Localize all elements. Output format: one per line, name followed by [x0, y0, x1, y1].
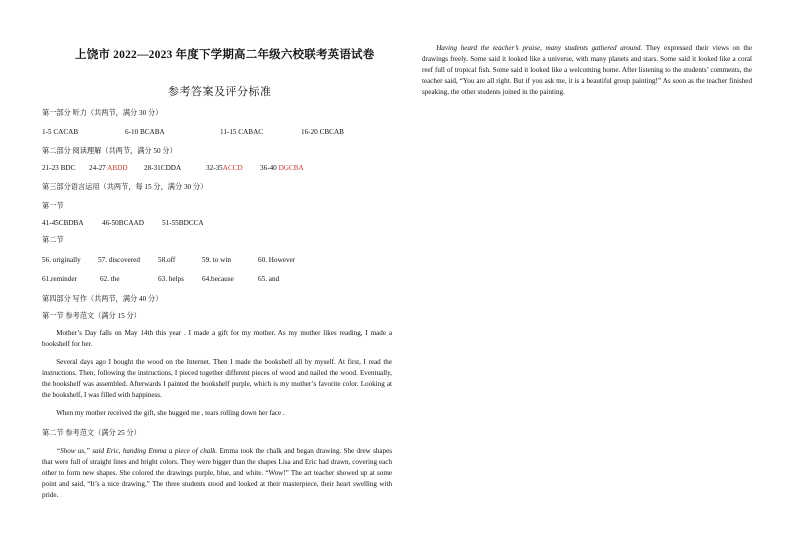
part3-s1-answer-2: 46-50BCAAD: [102, 219, 144, 227]
part3-s2-answer-58: 58.off: [158, 256, 176, 264]
part1-answer-1: 1-5 CACAB: [42, 128, 79, 136]
part3-s1-answer-1: 41-45CBDBA: [42, 219, 84, 227]
part1-heading: 第一部分 听力（共两节，满分 30 分）: [42, 109, 163, 117]
part2-answer-3: 28-31CDDA: [144, 164, 182, 172]
part3-section1-label: 第一节: [42, 202, 64, 210]
part3-s2-answer-62: 62. the: [100, 275, 120, 283]
part2-answer-4: 32-35ACCD: [206, 164, 243, 172]
part2-answer-1: 21-23 BDC: [42, 164, 76, 172]
document-title: 上饶市 2022—2023 年度下学期高二年级六校联考英语试卷: [75, 49, 375, 61]
part3-s2-answer-57: 57. discovered: [98, 256, 140, 264]
part4-heading: 第四部分 写作（共两节，满分 40 分）: [42, 295, 163, 303]
part3-s2-answer-56: 56. originally: [42, 256, 81, 264]
part3-s2-answer-64: 64.because: [202, 275, 234, 283]
part2-answer-2: 24-27 ABDD: [89, 164, 128, 172]
part1-answer-4: 16-20 CBCAB: [301, 128, 344, 136]
document-subtitle: 参考答案及评分标准: [168, 86, 272, 98]
essay1-paragraph-3: When my mother received the gift, she hugged me , tears rolling down her face .: [56, 409, 285, 417]
part1-answer-2: 6-10 BCABA: [125, 128, 165, 136]
essay1-paragraph-2: Several days ago I bought the wood on the Internet. Then I made the bookshelf all by myself. At first, I read the instructions. Then, following the instructions, I pieced together different pieces of wood and nailed the wood. Eventually, the bookshelf was assembled. Afterwards I painted the bookshelf purple, which is my mother’s favorite color. Looking at the bookshelf, I was filled with happiness.: [42, 358, 392, 399]
part2-answer-5: 36-40 DGCBA: [260, 164, 304, 172]
part3-s2-answer-63: 63. helps: [158, 275, 184, 283]
part3-heading: 第三部分语言运用（共两节，每 15 分，满分 30 分）: [42, 183, 208, 191]
part3-s2-answer-59: 59. to win: [202, 256, 231, 264]
part3-s2-answer-61: 61.reminder: [42, 275, 77, 283]
essay1-paragraph-1: Mother’s Day falls on May 14th this year . I made a gift for my mother. As my mother likes reading, I made a bookshelf for her.: [42, 329, 392, 348]
part3-s1-answer-3: 51-55BDCCA: [162, 219, 204, 227]
part3-s2-answer-65: 65. and: [258, 275, 280, 283]
part4-section2-heading: 第二节 参考范文（满分 25 分）: [42, 429, 141, 437]
essay2-paragraph-2: Having heard the teacher’s praise, many students gathered around. They expressed their views on the drawings freely. Some said it looked like a universe, with many planets and stars. Some said it looked like a coral reef full of tropical fish. Some said it looked like a welcoming home. After listening to the students’ comments, the teacher said, “You are all right. But if you ask me, it is a beautiful group painting!” As soon as the teacher finished speaking, the other students joined in the painting.: [422, 44, 752, 96]
part3-section2-label: 第二节: [42, 236, 64, 244]
essay2-paragraph-1: “Show us,” said Eric, handing Emma a piece of chalk. Emma took the chalk and began drawing. She drew shapes that were full of straight lines and bright colors. They were bigger than the shapes Lisa and Eric had drawn, covering each other to form new shapes. She colored the drawings purple, blue, and white. “Wow!” The art teacher showed up at some point and said, “It’s a nice drawing.” The three students stood and looked at their masterpiece, their heart swelling with pride.: [42, 447, 392, 499]
part3-s2-answer-60: 60. However: [258, 256, 296, 264]
part2-heading: 第二部分 阅读理解（共两节，满分 50 分）: [42, 147, 177, 155]
part4-section1-heading: 第一节 参考范文（满分 15 分）: [42, 312, 141, 320]
part1-answer-3: 11-15 CABAC: [220, 128, 264, 136]
